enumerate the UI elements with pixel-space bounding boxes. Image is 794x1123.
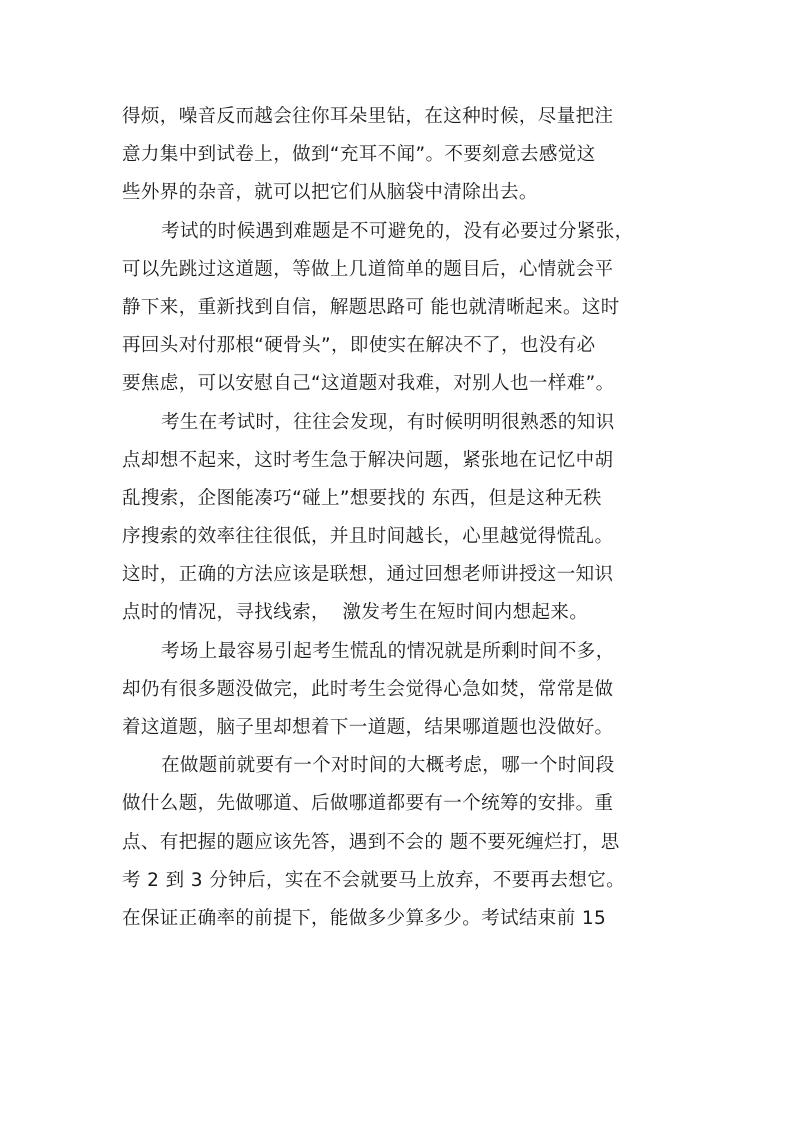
paragraph-start-line: 考场上最容易引起考生慌乱的情况就是所剩时间不多， [161,640,615,662]
text-line: 得烦，噪音反而越会往你耳朵里钻，在这种时候，尽量把注 [122,106,614,127]
text-line: 意力集中到试卷上，做到“充耳不闻”。不要刻意去感觉这 [122,144,596,166]
text-line: 着这道题，脑子里却想着下一道题，结果哪道题也没做好。 [122,717,614,738]
text-line: 点却想不起来，这时考生急于解决问题，紧张地在记忆中胡 [122,449,614,471]
text-line: 点、有把握的题应该先答，遇到不会的 题不要死缠烂打，思 [122,831,620,853]
text-line: 这时，正确的方法应该是联想，通过回想老师讲授这一知识 [122,564,614,586]
text-line: 些外界的杂音，就可以把它们从脑袋中清除出去。 [122,182,538,204]
paragraph-start-line: 考生在考试时，往往会发现，有时候明明很熟悉的知识 [161,411,615,433]
text-line: 考 2 到 3 分钟后，实在不会就要马上放弃，不要再去想它。 [122,869,626,891]
paragraph-start-line: 考试的时候遇到难题是不可避免的，没有必要过分紧张， [161,220,634,242]
text-line: 却仍有很多题没做完，此时考生会觉得心急如焚，常常是做 [122,678,614,700]
text-line: 点时的情况，寻找线索， 激发考生在短时间内想起来。 [122,602,589,624]
text-line: 再回头对付那根“硬骨头”，即使实在解决不了，也没有必 [122,335,596,357]
text-line: 做什么题，先做哪道、后做哪道都要有一个统筹的安排。重 [122,793,614,815]
paragraph-start-line: 在做题前就要有一个对时间的大概考虑，哪一个时间段 [161,755,615,777]
text-line: 可以先跳过这道题，等做上几道简单的题目后，心情就会平 [122,258,614,280]
text-line: 静下来，重新找到自信，解题思路可 能也就清晰起来。这时 [122,296,620,318]
body-text [122,98,692,938]
text-line: 要焦虑，可以安慰自己“这道题对我难，对别人也一样难”。 [122,373,615,395]
text-line: 序搜索的效率往往很低，并且时间越长，心里越觉得慌乱。 [122,526,614,548]
text-line: 在保证正确率的前提下，能做多少算多少。考试结束前 15 [122,907,607,929]
text-line: 乱搜索，企图能凑巧“碰上”想要找的 东西，但是这种无秩 [122,487,602,509]
